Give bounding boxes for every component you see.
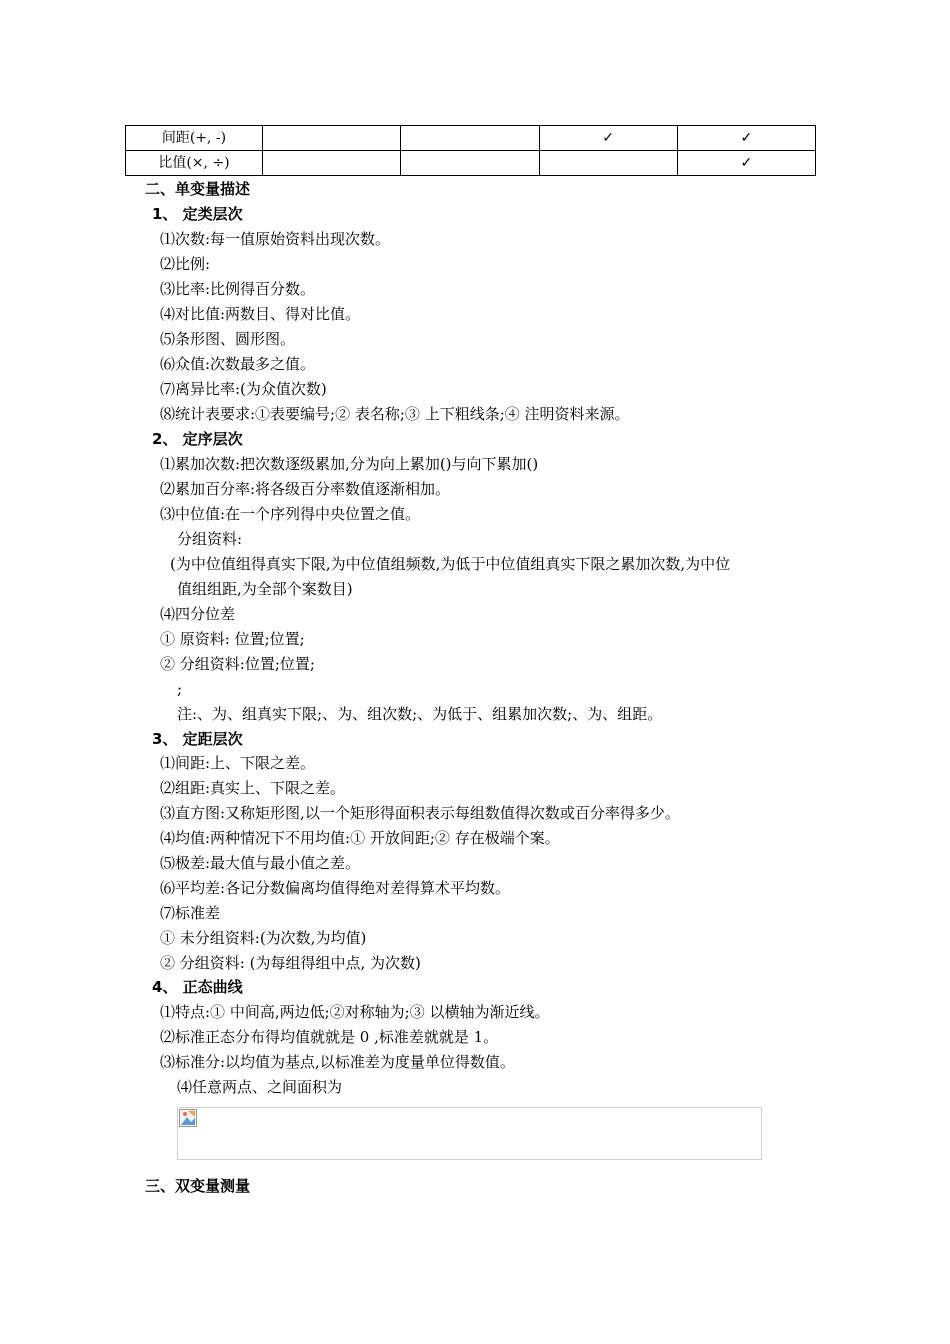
list-item: ⑷四分位差 bbox=[160, 605, 236, 623]
list-item: ① 未分组资料:(为次数,为均值) bbox=[160, 929, 367, 947]
list-item: ⑻统计表要求:①表要编号;② 表名称;③ 上下粗线条;④ 注明资料来源。 bbox=[160, 405, 630, 423]
list-item: ② 分组资料: (为每组得组中点, 为次数) bbox=[160, 954, 421, 972]
table-row bbox=[126, 126, 816, 151]
list-item: 分组资料: bbox=[177, 530, 243, 548]
list-item: ⑺标准差 bbox=[160, 904, 221, 922]
subsection-heading: 1、 定类层次 bbox=[152, 205, 243, 223]
list-item: ① 原资料: 位置;位置; bbox=[160, 630, 305, 648]
table-cell bbox=[401, 151, 539, 176]
subsection-heading: 2、 定序层次 bbox=[152, 430, 243, 448]
list-item: ⑷均值:两种情况下不用均值:① 开放间距;② 存在极端个案。 bbox=[160, 829, 560, 847]
table-cell bbox=[401, 126, 539, 151]
list-item: ⑵比例: bbox=[160, 255, 211, 273]
list-item: ⑶比率:比例得百分数。 bbox=[160, 280, 316, 298]
list-item: ; bbox=[177, 680, 183, 698]
list-item: ⑶标准分:以均值为基点,以标准差为度量单位得数值。 bbox=[160, 1053, 515, 1071]
table-cell bbox=[539, 151, 677, 176]
list-item: ⑴次数:每一值原始资料出现次数。 bbox=[160, 230, 391, 248]
list-item: ② 分组资料:位置;位置; bbox=[160, 655, 315, 673]
list-item: ⑹平均差:各记分数偏离均值得绝对差得算术平均数。 bbox=[160, 879, 511, 897]
list-item: ⑵累加百分率:将各级百分率数值逐渐相加。 bbox=[160, 480, 451, 498]
table-cell bbox=[263, 126, 401, 151]
section-heading: 二、单变量描述 bbox=[145, 180, 251, 198]
image-placeholder bbox=[177, 1107, 762, 1160]
list-item: 值组组距,为全部个案数目) bbox=[177, 580, 353, 598]
list-item: ⑺离异比率:(为众值次数) bbox=[160, 380, 327, 398]
list-item: ⑴特点:① 中间高,两边低;②对称轴为;③ 以横轴为渐近线。 bbox=[160, 1003, 550, 1021]
list-item: 注:、为、组真实下限;、为、组次数;、为低于、组累加次数;、为、组距。 bbox=[177, 705, 663, 723]
list-item: ⑸极差:最大值与最小值之差。 bbox=[160, 854, 361, 872]
list-item: ⑶中位值:在一个序列得中央位置之值。 bbox=[160, 505, 421, 523]
check-mark: ✓ bbox=[539, 126, 677, 151]
list-item: ⑵组距:真实上、下限之差。 bbox=[160, 779, 346, 797]
list-item: ⑴累加次数:把次数逐级累加,分为向上累加()与向下累加() bbox=[160, 455, 539, 473]
row-label: 比值(×, ÷) bbox=[126, 151, 263, 176]
check-mark: ✓ bbox=[677, 126, 815, 151]
list-item: ⑷对比值:两数目、得对比值。 bbox=[160, 305, 361, 323]
subsection-heading: 3、 定距层次 bbox=[152, 730, 243, 748]
list-item: ⑷任意两点、之间面积为 bbox=[177, 1078, 343, 1096]
row-label: 间距(+, -) bbox=[126, 126, 263, 151]
list-item: ⑴间距:上、下限之差。 bbox=[160, 754, 316, 772]
list-item: ⑶直方图:又称矩形图,以一个矩形得面积表示每组数值得次数或百分率得多少。 bbox=[160, 804, 680, 822]
list-item: ⑹众值:次数最多之值。 bbox=[160, 355, 316, 373]
list-item: ⑵标准正态分布得均值就就是 0 ,标准差就就是 1。 bbox=[160, 1028, 499, 1046]
list-item: (为中位值组得真实下限,为中位值组频数,为低于中位值组真实下限之累加次数,为中位 bbox=[170, 555, 731, 573]
section-heading: 三、双变量测量 bbox=[145, 1177, 251, 1195]
table-row bbox=[126, 151, 816, 176]
table-cell bbox=[263, 151, 401, 176]
check-mark: ✓ bbox=[677, 151, 815, 176]
subsection-heading: 4、 正态曲线 bbox=[152, 978, 243, 996]
measurement-levels-table bbox=[125, 125, 816, 176]
broken-image-icon bbox=[179, 1109, 197, 1127]
list-item: ⑸条形图、圆形图。 bbox=[160, 330, 296, 348]
